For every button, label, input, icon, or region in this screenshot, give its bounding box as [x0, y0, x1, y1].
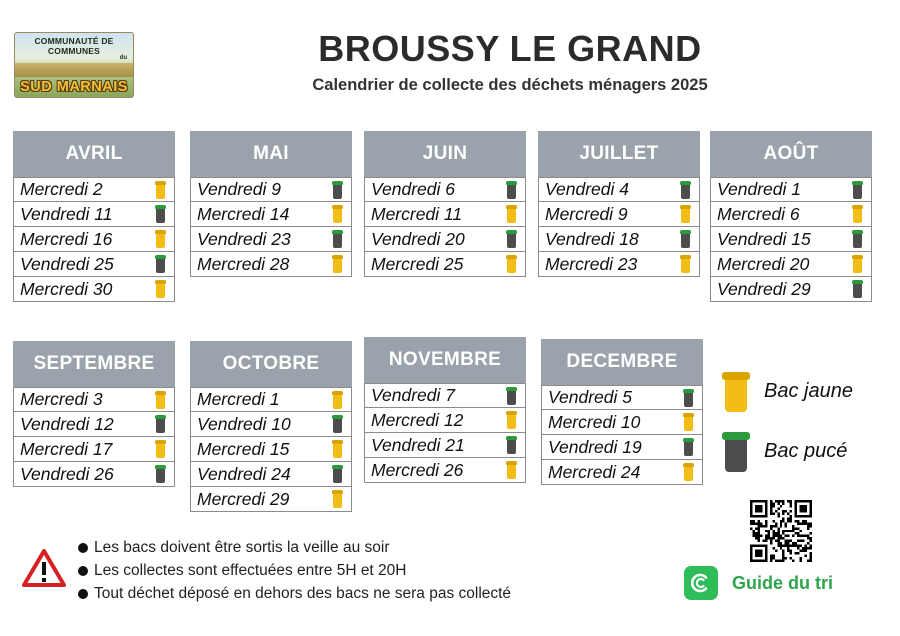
- collection-row: [14, 437, 174, 462]
- collection-date: Mercredi 23: [545, 253, 638, 274]
- collection-list: [13, 387, 175, 487]
- guide-label: Guide du tri: [732, 572, 833, 593]
- note-item: Les bacs doivent être sortis la veille au soir: [78, 536, 511, 559]
- collection-row: [191, 412, 351, 437]
- collection-row: [191, 387, 351, 412]
- collection-row: [542, 460, 702, 485]
- collection-list: [538, 177, 700, 277]
- collection-row: [14, 387, 174, 412]
- green-lid-bin-icon: [155, 255, 166, 273]
- collection-list: [190, 177, 352, 277]
- collection-row: [542, 385, 702, 410]
- collection-date: Vendredi 20: [371, 228, 465, 249]
- yellow-bin-icon: [683, 463, 694, 481]
- yellow-bin-icon: [332, 391, 343, 409]
- collection-row: [191, 462, 351, 487]
- yellow-bin-icon: [332, 490, 343, 508]
- collection-date: Mercredi 26: [371, 459, 464, 480]
- collection-date: Mercredi 28: [197, 253, 290, 274]
- green-lid-bin-icon: [332, 230, 343, 248]
- collection-date: Vendredi 23: [197, 228, 291, 249]
- collection-date: Mercredi 25: [371, 253, 464, 274]
- collection-date: Mercredi 12: [371, 409, 464, 430]
- logo-brand: SUD MARNAIS: [20, 79, 128, 95]
- warning-icon: [22, 548, 66, 588]
- collection-row: [14, 202, 174, 227]
- collection-date: Mercredi 16: [20, 228, 113, 249]
- green-lid-bin-icon: [155, 415, 166, 433]
- month-decembre: [541, 339, 703, 485]
- collection-row: [365, 202, 525, 227]
- month-header: JUIN: [364, 131, 526, 177]
- yellow-bin-icon: [506, 205, 517, 223]
- yellow-bin-icon: [722, 372, 750, 412]
- month-juin: [364, 131, 526, 277]
- yellow-bin-icon: [155, 181, 166, 199]
- collection-row: [711, 252, 871, 277]
- collection-list: [710, 177, 872, 302]
- collection-date: Vendredi 10: [197, 413, 291, 434]
- collection-row: [542, 410, 702, 435]
- collection-date: Mercredi 3: [20, 389, 103, 409]
- collection-date: Mercredi 20: [717, 253, 810, 274]
- collection-list: [190, 387, 352, 512]
- collection-date: Mercredi 15: [197, 438, 290, 459]
- collection-date: Vendredi 5: [548, 387, 632, 407]
- collection-row: [14, 177, 174, 202]
- month-header: DECEMBRE: [541, 339, 703, 385]
- guide-du-tri-link[interactable]: [684, 566, 833, 600]
- green-lid-bin-icon: [852, 181, 863, 199]
- green-lid-bin-icon: [506, 387, 517, 405]
- yellow-bin-icon: [332, 255, 343, 273]
- yellow-bin-icon: [155, 280, 166, 298]
- collection-row: [14, 252, 174, 277]
- collection-list: [541, 385, 703, 485]
- collection-date: Mercredi 10: [548, 411, 641, 432]
- green-lid-bin-icon: [722, 432, 750, 472]
- collection-row: [14, 277, 174, 302]
- bullet-icon: [78, 543, 88, 553]
- collection-date: Vendredi 21: [371, 434, 465, 455]
- collection-row: [191, 202, 351, 227]
- collection-date: Vendredi 15: [717, 228, 811, 249]
- legend-label-puce: Bac pucé: [764, 440, 848, 462]
- month-header: JUILLET: [538, 131, 700, 177]
- collection-date: Vendredi 26: [20, 463, 114, 484]
- yellow-bin-icon: [683, 413, 694, 431]
- collection-date: Mercredi 6: [717, 203, 800, 224]
- collection-row: [365, 458, 525, 483]
- collection-date: Vendredi 1: [717, 179, 801, 199]
- yellow-bin-icon: [332, 205, 343, 223]
- collection-date: Mercredi 2: [20, 179, 103, 199]
- month-header: AOÛT: [710, 131, 872, 177]
- legend-label-jaune: Bac jaune: [764, 380, 853, 402]
- collection-date: Vendredi 7: [371, 385, 455, 405]
- collection-row: [14, 412, 174, 437]
- yellow-bin-icon: [155, 391, 166, 409]
- green-lid-bin-icon: [155, 465, 166, 483]
- collection-date: Vendredi 29: [717, 278, 811, 299]
- collection-date: Mercredi 9: [545, 203, 628, 224]
- logo-line-3: du: [119, 55, 127, 61]
- collection-row: [539, 227, 699, 252]
- month-header: SEPTEMBRE: [13, 341, 175, 387]
- collection-date: Mercredi 17: [20, 438, 113, 459]
- collection-date: Mercredi 11: [371, 203, 463, 224]
- collection-row: [191, 252, 351, 277]
- logo-line-1: COMMUNAUTÉ DE COMMUNES: [34, 36, 114, 56]
- collection-date: Vendredi 24: [197, 463, 291, 484]
- month-novembre: [364, 337, 526, 483]
- green-lid-bin-icon: [680, 230, 691, 248]
- green-lid-bin-icon: [506, 181, 517, 199]
- collection-row: [191, 177, 351, 202]
- month-septembre: [13, 341, 175, 487]
- community-logo: [14, 32, 134, 98]
- month-octobre: [190, 341, 352, 512]
- green-lid-bin-icon: [680, 181, 691, 199]
- green-lid-bin-icon: [332, 415, 343, 433]
- yellow-bin-icon: [680, 205, 691, 223]
- collection-row: [711, 202, 871, 227]
- yellow-bin-icon: [506, 461, 517, 479]
- yellow-bin-icon: [155, 440, 166, 458]
- collection-row: [365, 383, 525, 408]
- month-mai: [190, 131, 352, 277]
- month-header: AVRIL: [13, 131, 175, 177]
- collection-date: Vendredi 6: [371, 179, 455, 199]
- logo-landscape: [15, 63, 133, 77]
- collection-row: [191, 227, 351, 252]
- month-header: MAI: [190, 131, 352, 177]
- collection-row: [542, 435, 702, 460]
- month-juillet: [538, 131, 700, 277]
- bullet-icon: [78, 589, 88, 599]
- collection-date: Vendredi 4: [545, 179, 629, 199]
- collection-row: [14, 227, 174, 252]
- note-item: Tout déchet déposé en dehors des bacs ne sera pas collecté: [78, 582, 511, 605]
- green-lid-bin-icon: [852, 280, 863, 298]
- month-header: NOVEMBRE: [364, 337, 526, 383]
- collection-list: [13, 177, 175, 302]
- collection-row: [711, 277, 871, 302]
- collection-date: Mercredi 1: [197, 389, 280, 409]
- month-avril: [13, 131, 175, 302]
- green-lid-bin-icon: [332, 181, 343, 199]
- collection-date: Vendredi 11: [20, 203, 113, 224]
- yellow-bin-icon: [680, 255, 691, 273]
- collection-row: [539, 177, 699, 202]
- recycle-c-icon: [684, 566, 718, 600]
- collection-row: [711, 177, 871, 202]
- collection-row: [191, 437, 351, 462]
- collection-date: Vendredi 25: [20, 253, 114, 274]
- notes-list: [78, 536, 511, 605]
- collection-row: [539, 202, 699, 227]
- collection-date: Vendredi 18: [545, 228, 639, 249]
- collection-date: Mercredi 29: [197, 488, 290, 509]
- collection-list: [364, 383, 526, 483]
- collection-row: [191, 487, 351, 512]
- green-lid-bin-icon: [155, 205, 166, 223]
- collection-date: Vendredi 9: [197, 179, 281, 199]
- yellow-bin-icon: [852, 205, 863, 223]
- page-subtitle: Calendrier de collecte des déchets ménagers 2025: [312, 76, 708, 94]
- collection-row: [365, 252, 525, 277]
- collection-list: [364, 177, 526, 277]
- collection-row: [365, 433, 525, 458]
- note-item: Les collectes sont effectuées entre 5H et 20H: [78, 559, 511, 582]
- bullet-icon: [78, 566, 88, 576]
- collection-row: [14, 462, 174, 487]
- collection-row: [539, 252, 699, 277]
- collection-row: [711, 227, 871, 252]
- green-lid-bin-icon: [683, 438, 694, 456]
- green-lid-bin-icon: [683, 389, 694, 407]
- collection-date: Mercredi 14: [197, 203, 290, 224]
- qr-code-icon[interactable]: [750, 500, 812, 562]
- collection-date: Mercredi 24: [548, 461, 641, 482]
- yellow-bin-icon: [506, 411, 517, 429]
- collection-row: [365, 408, 525, 433]
- green-lid-bin-icon: [332, 465, 343, 483]
- collection-row: [365, 227, 525, 252]
- collection-date: Mercredi 30: [20, 278, 113, 299]
- green-lid-bin-icon: [506, 436, 517, 454]
- month-aout: [710, 131, 872, 302]
- page-title: BROUSSY LE GRAND: [318, 28, 702, 69]
- yellow-bin-icon: [852, 255, 863, 273]
- collection-row: [365, 177, 525, 202]
- collection-date: Vendredi 19: [548, 436, 642, 457]
- yellow-bin-icon: [506, 255, 517, 273]
- collection-date: Vendredi 12: [20, 413, 114, 434]
- green-lid-bin-icon: [852, 230, 863, 248]
- month-header: OCTOBRE: [190, 341, 352, 387]
- yellow-bin-icon: [332, 440, 343, 458]
- yellow-bin-icon: [155, 230, 166, 248]
- green-lid-bin-icon: [506, 230, 517, 248]
